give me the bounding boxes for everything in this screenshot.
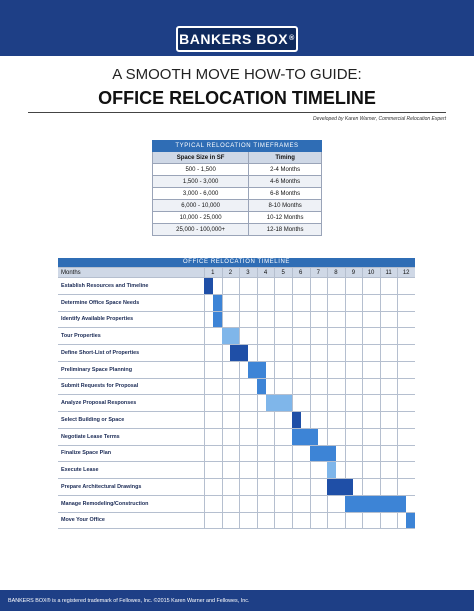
month-cell xyxy=(292,513,310,529)
month-cell xyxy=(380,312,398,328)
month-cell xyxy=(239,312,257,328)
month-cells xyxy=(204,412,415,428)
month-cell xyxy=(380,446,398,462)
month-cell xyxy=(327,295,345,311)
month-cell xyxy=(274,446,292,462)
month-cell xyxy=(204,328,222,344)
month-cell xyxy=(222,395,240,411)
month-cell xyxy=(222,312,240,328)
month-cell xyxy=(239,412,257,428)
month-cell xyxy=(397,278,415,294)
month-cell xyxy=(274,295,292,311)
month-cell xyxy=(292,362,310,378)
month-number: 9 xyxy=(351,269,356,276)
month-cell xyxy=(222,513,240,529)
table-row xyxy=(153,200,322,212)
task-bar xyxy=(248,362,266,378)
month-cell xyxy=(327,379,345,395)
month-cell xyxy=(204,446,222,462)
task-bar xyxy=(406,513,415,529)
month-cell xyxy=(274,412,292,428)
timeframes-header-timing: Timing xyxy=(249,152,322,164)
month-cell xyxy=(362,362,380,378)
month-cell xyxy=(222,429,240,445)
month-cell xyxy=(257,479,275,495)
task-row xyxy=(58,378,415,395)
month-cell xyxy=(222,479,240,495)
month-cell xyxy=(397,462,415,478)
month-cell xyxy=(292,496,310,512)
month-cell xyxy=(362,379,380,395)
month-cell xyxy=(362,446,380,462)
size-cell: 10,000 - 25,000 xyxy=(153,212,249,224)
month-cell xyxy=(380,412,398,428)
month-cell xyxy=(327,278,345,294)
task-row xyxy=(58,428,415,445)
month-cell xyxy=(239,395,257,411)
month-cell xyxy=(222,496,240,512)
task-label: Prepare Architectural Drawings xyxy=(61,483,142,490)
month-cell xyxy=(327,312,345,328)
table-row xyxy=(153,188,322,200)
month-cell xyxy=(362,462,380,478)
size-cell: 3,000 - 6,000 xyxy=(153,188,249,200)
month-cell xyxy=(204,496,222,512)
timeline-caption: OFFICE RELOCATION TIMELINE xyxy=(58,258,415,267)
month-cell xyxy=(204,429,222,445)
month-cell xyxy=(327,429,345,445)
size-cell: 25,000 - 100,000+ xyxy=(153,224,249,236)
task-row xyxy=(58,394,415,411)
month-cell xyxy=(345,395,363,411)
month-cell xyxy=(310,412,328,428)
month-cell xyxy=(239,429,257,445)
months-label: Months xyxy=(61,269,81,276)
month-cell xyxy=(292,446,310,462)
month-cell xyxy=(310,395,328,411)
month-cell xyxy=(292,379,310,395)
table-row xyxy=(153,176,322,188)
month-cell xyxy=(257,429,275,445)
month-cell xyxy=(327,328,345,344)
month-cell xyxy=(380,513,398,529)
month-number: 12 xyxy=(402,269,410,276)
month-cells xyxy=(204,496,415,512)
month-number: 7 xyxy=(316,269,320,276)
byline: Developed by Karen Warner, Commercial Relocation Expert xyxy=(312,116,446,122)
month-cell xyxy=(345,446,363,462)
month-cell xyxy=(204,345,222,361)
month-cell xyxy=(257,312,275,328)
month-number: 10 xyxy=(367,269,375,276)
month-cell xyxy=(257,513,275,529)
task-label: Submit Requests for Proposal xyxy=(61,383,139,390)
month-cell xyxy=(310,295,328,311)
timeline-gantt xyxy=(58,267,415,529)
month-cell xyxy=(204,479,222,495)
task-label: Manage Remodeling/Construction xyxy=(61,500,149,507)
timing-cell: 8-10 Months xyxy=(249,200,322,212)
month-cell xyxy=(274,345,292,361)
task-label: Tour Properties xyxy=(61,333,101,340)
month-cell xyxy=(222,462,240,478)
month-cell xyxy=(397,446,415,462)
month-cells xyxy=(204,462,415,478)
task-row xyxy=(58,512,415,529)
month-cell xyxy=(397,379,415,395)
month-cell xyxy=(310,513,328,529)
month-cell xyxy=(274,362,292,378)
task-label: Establish Resources and Timeline xyxy=(61,282,149,289)
month-cell xyxy=(345,312,363,328)
month-cell xyxy=(380,479,398,495)
month-cells xyxy=(204,295,415,311)
month-cell xyxy=(222,412,240,428)
month-cells xyxy=(204,379,415,395)
logo-text: BANKERS BOX xyxy=(179,31,289,47)
month-cells xyxy=(204,395,415,411)
month-cell xyxy=(292,328,310,344)
month-cell xyxy=(397,312,415,328)
task-bar xyxy=(327,479,353,495)
task-row xyxy=(58,294,415,311)
task-bar xyxy=(213,312,222,328)
month-cell xyxy=(345,412,363,428)
task-label: Determine Office Space Needs xyxy=(61,299,140,306)
month-number: 4 xyxy=(263,269,268,276)
month-cell xyxy=(397,295,415,311)
month-cell xyxy=(310,462,328,478)
month-cell xyxy=(345,513,363,529)
timeframes-header-size: Space Size in SF xyxy=(153,152,249,164)
month-cell xyxy=(397,362,415,378)
month-cell xyxy=(345,429,363,445)
month-cell xyxy=(362,278,380,294)
timeframes-caption: TYPICAL RELOCATION TIMEFRAMES xyxy=(153,141,322,152)
month-cell xyxy=(257,446,275,462)
task-label: Finalize Space Plan xyxy=(61,450,112,457)
month-cell xyxy=(257,462,275,478)
month-cell xyxy=(257,412,275,428)
month-cell xyxy=(362,345,380,361)
task-bar xyxy=(266,395,292,411)
timing-cell: 10-12 Months xyxy=(249,212,322,224)
month-cell xyxy=(292,295,310,311)
month-cell xyxy=(239,479,257,495)
month-cell xyxy=(239,496,257,512)
month-cell xyxy=(362,479,380,495)
task-row xyxy=(58,445,415,462)
month-cell xyxy=(274,462,292,478)
month-cell xyxy=(362,395,380,411)
task-row xyxy=(58,277,415,294)
month-number: 6 xyxy=(299,269,303,276)
month-number: 2 xyxy=(228,269,233,276)
month-cell xyxy=(239,446,257,462)
month-cell xyxy=(327,345,345,361)
month-number: 5 xyxy=(281,269,285,276)
task-row xyxy=(58,361,415,378)
task-bar xyxy=(204,278,213,294)
bankers-box-logo xyxy=(176,26,298,52)
month-cell xyxy=(222,446,240,462)
month-cell xyxy=(257,328,275,344)
task-label: Define Short-List of Properties xyxy=(61,349,140,356)
month-cell xyxy=(345,295,363,311)
month-cell xyxy=(239,462,257,478)
timeframes-table xyxy=(152,140,322,236)
month-cells xyxy=(204,479,415,495)
task-label: Preliminary Space Planning xyxy=(61,366,133,373)
table-row xyxy=(153,164,322,176)
month-cells xyxy=(204,268,415,277)
footer-text: BANKERS BOX® is a registered trademark of Fellowes, Inc. ©2015 Karen Warner and Fellowes, Inc. xyxy=(8,598,250,604)
month-number: 1 xyxy=(211,269,215,276)
month-cell xyxy=(327,412,345,428)
month-cell xyxy=(222,278,240,294)
month-cell xyxy=(362,328,380,344)
month-cell xyxy=(239,513,257,529)
task-bar xyxy=(292,429,318,445)
month-cell xyxy=(274,479,292,495)
month-cell xyxy=(310,362,328,378)
month-cell xyxy=(292,462,310,478)
month-cell xyxy=(310,479,328,495)
month-cell xyxy=(380,395,398,411)
timing-cell: 2-4 Months xyxy=(249,164,322,176)
month-cell xyxy=(362,295,380,311)
task-row xyxy=(58,411,415,428)
month-cell xyxy=(380,278,398,294)
month-cell xyxy=(274,496,292,512)
month-number: 3 xyxy=(246,269,250,276)
month-cell xyxy=(327,513,345,529)
month-cell xyxy=(292,278,310,294)
month-cell xyxy=(292,395,310,411)
month-cell xyxy=(345,328,363,344)
task-label: Analyze Proposal Responses xyxy=(61,400,137,407)
task-bar xyxy=(213,295,222,311)
month-cell xyxy=(204,379,222,395)
month-cell xyxy=(257,496,275,512)
table-row xyxy=(153,212,322,224)
month-cell xyxy=(380,328,398,344)
month-cell xyxy=(204,412,222,428)
month-cell xyxy=(204,513,222,529)
month-cells xyxy=(204,278,415,294)
month-cell xyxy=(239,278,257,294)
month-number: 11 xyxy=(385,269,392,276)
month-cell xyxy=(274,278,292,294)
month-cell xyxy=(397,429,415,445)
task-label: Move Your Office xyxy=(61,517,105,524)
month-cell xyxy=(204,462,222,478)
month-cell xyxy=(397,345,415,361)
month-cell xyxy=(397,395,415,411)
month-cell xyxy=(380,429,398,445)
month-cell xyxy=(380,379,398,395)
month-cell xyxy=(310,278,328,294)
size-cell: 500 - 1,500 xyxy=(153,164,249,176)
month-cell xyxy=(292,479,310,495)
month-cell xyxy=(310,496,328,512)
months-header-row xyxy=(58,267,415,277)
month-cell xyxy=(397,479,415,495)
month-cell xyxy=(362,513,380,529)
month-cells xyxy=(204,429,415,445)
month-cell xyxy=(257,295,275,311)
title-divider xyxy=(28,112,446,113)
task-label: Negotiate Lease Terms xyxy=(61,433,120,440)
month-cell xyxy=(239,379,257,395)
task-row xyxy=(58,344,415,361)
task-bar xyxy=(222,328,240,344)
task-bar xyxy=(345,496,407,512)
task-bar xyxy=(310,446,336,462)
timing-cell: 12-18 Months xyxy=(249,224,322,236)
timing-cell: 6-8 Months xyxy=(249,188,322,200)
month-cell xyxy=(310,379,328,395)
month-cell xyxy=(345,278,363,294)
month-cell xyxy=(274,429,292,445)
month-cell xyxy=(327,395,345,411)
month-cell xyxy=(397,412,415,428)
size-cell: 1,500 - 3,000 xyxy=(153,176,249,188)
registered-mark: ® xyxy=(289,35,295,42)
month-cell xyxy=(257,345,275,361)
month-cell xyxy=(222,362,240,378)
month-cell xyxy=(239,295,257,311)
task-label: Execute Lease xyxy=(61,467,99,474)
month-cell xyxy=(345,362,363,378)
month-cell xyxy=(310,312,328,328)
month-cell xyxy=(327,496,345,512)
task-bar xyxy=(230,345,248,361)
month-cell xyxy=(310,328,328,344)
month-cell xyxy=(274,513,292,529)
month-cell xyxy=(345,345,363,361)
month-cell xyxy=(292,312,310,328)
month-cell xyxy=(204,395,222,411)
month-cell xyxy=(274,328,292,344)
month-cell xyxy=(380,295,398,311)
month-cell xyxy=(327,362,345,378)
month-cell xyxy=(274,312,292,328)
month-cell xyxy=(380,462,398,478)
month-cell xyxy=(362,312,380,328)
month-cell xyxy=(310,345,328,361)
task-label: Identify Available Properties xyxy=(61,316,134,323)
month-cell xyxy=(257,278,275,294)
task-row xyxy=(58,327,415,344)
month-cell xyxy=(345,379,363,395)
month-cell xyxy=(380,362,398,378)
task-row xyxy=(58,311,415,328)
task-row xyxy=(58,461,415,478)
task-row xyxy=(58,478,415,495)
guide-title: OFFICE RELOCATION TIMELINE xyxy=(98,88,376,108)
task-bar xyxy=(257,379,266,395)
month-cell xyxy=(380,345,398,361)
month-cell xyxy=(274,379,292,395)
table-row xyxy=(153,224,322,236)
size-cell: 6,000 - 10,000 xyxy=(153,200,249,212)
month-cells xyxy=(204,312,415,328)
month-cell xyxy=(239,328,257,344)
month-cell xyxy=(222,379,240,395)
month-cell xyxy=(362,412,380,428)
month-cell xyxy=(397,328,415,344)
month-cells xyxy=(204,446,415,462)
month-number: 8 xyxy=(334,269,338,276)
task-label: Select Building or Space xyxy=(61,416,125,423)
gantt-bottom-border xyxy=(58,528,415,529)
timing-cell: 4-6 Months xyxy=(249,176,322,188)
month-cells xyxy=(204,513,415,529)
task-bar xyxy=(327,462,336,478)
task-bar xyxy=(292,412,301,428)
month-cell xyxy=(362,429,380,445)
month-cell xyxy=(345,462,363,478)
month-cells xyxy=(204,345,415,361)
month-cell xyxy=(222,295,240,311)
month-cell xyxy=(204,362,222,378)
guide-subtitle: A SMOOTH MOVE HOW-TO GUIDE: xyxy=(112,66,362,83)
month-cell xyxy=(292,345,310,361)
month-cells xyxy=(204,328,415,344)
month-cells xyxy=(204,362,415,378)
task-row xyxy=(58,495,415,512)
